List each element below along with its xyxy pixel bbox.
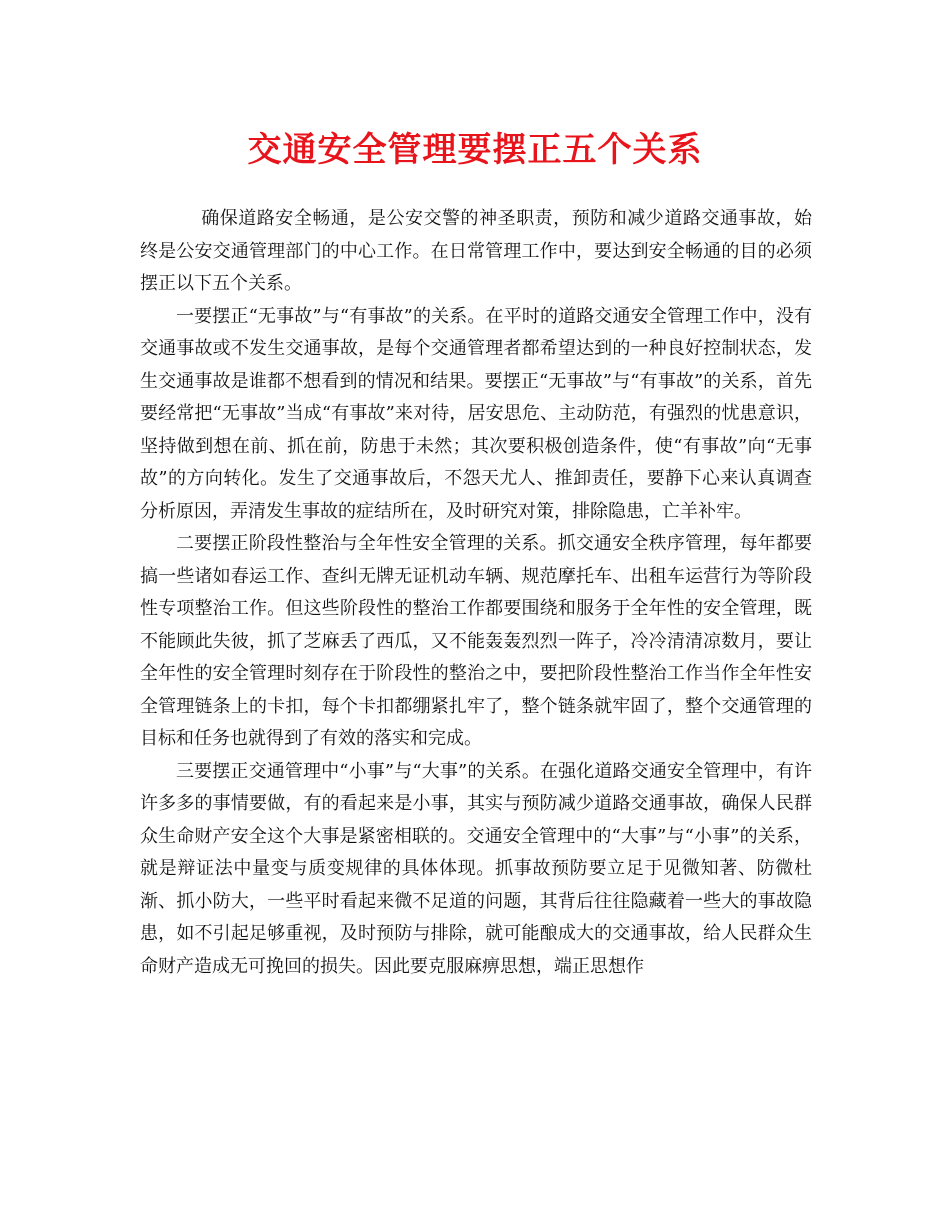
paragraph-relation-three: 三要摆正交通管理中“小事”与“大事”的关系。在强化道路交通安全管理中，有许许多多的事情要做，有的看起来是小事，其实与预防减少道路交通事故，确保人民群众生命财产安全这个大事是紧密相联的。交通安全管理中的“大事”与“小事”的关系，就是辩证法中量变与质变规律的具体体现。抓事故预防要立足于见微知著、防微杜渐、抓小防大，一些平时看起来微不足道的问题，其背后往往隐藏着一些大的事故隐患，如不引起足够重视，及时预防与排除，就可能酿成大的交通事故，给人民群众生命财产造成无可挽回的损失。因此要克服麻痹思想，端正思想作 <box>140 760 812 977</box>
paragraph-relation-two: 二要摆正阶段性整治与全年性安全管理的关系。抓交通安全秩序管理，每年都要搞一些诸如春运工作、查纠无牌无证机动车辆、规范摩托车、出租车运营行为等阶段性专项整治工作。但这些阶段性的整治工作都要围绕和服务于全年性的安全管理，既不能顾此失彼，抓了芝麻丢了西瓜，又不能轰轰烈烈一阵子，冷冷清清凉数月，要让全年性的安全管理时刻存在于阶段性的整治之中，要把阶段性整治工作当作全年性安全管理链条上的卡扣，每个卡扣都绷紧扎牢了，整个链条就牢固了，整个交通管理的目标和任务也就得到了有效的落实和完成。 <box>140 533 812 749</box>
paragraph-intro: 确保道路安全畅通，是公安交警的神圣职责，预防和减少道路交通事故，始终是公安交通管理部门的中心工作。在日常管理工作中，要达到安全畅通的目的必须摆正以下五个关系。 <box>140 208 812 294</box>
paragraph-relation-one: 一要摆正“无事故”与“有事故”的关系。在平时的道路交通安全管理工作中，没有交通事故或不发生交通事故，是每个交通管理者都希望达到的一种良好控制状态，发生交通事故是谁都不想看到的情况和结果。要摆正“无事故”与“有事故”的关系，首先要经常把“无事故”当成“有事故”来对待，居安思危、主动防范，有强烈的忧患意识，坚持做到想在前、抓在前，防患于未然；其次要积极创造条件，使“有事故”向“无事故”的方向转化。发生了交通事故后，不怨天尤人、推卸责任，要静下心来认真调查分析原因，弄清发生事故的症结所在，及时研究对策，排除隐患，亡羊补牢。 <box>140 305 812 522</box>
document-title: 交通安全管理要摆正五个关系 <box>247 130 703 170</box>
document-body <box>140 203 812 983</box>
